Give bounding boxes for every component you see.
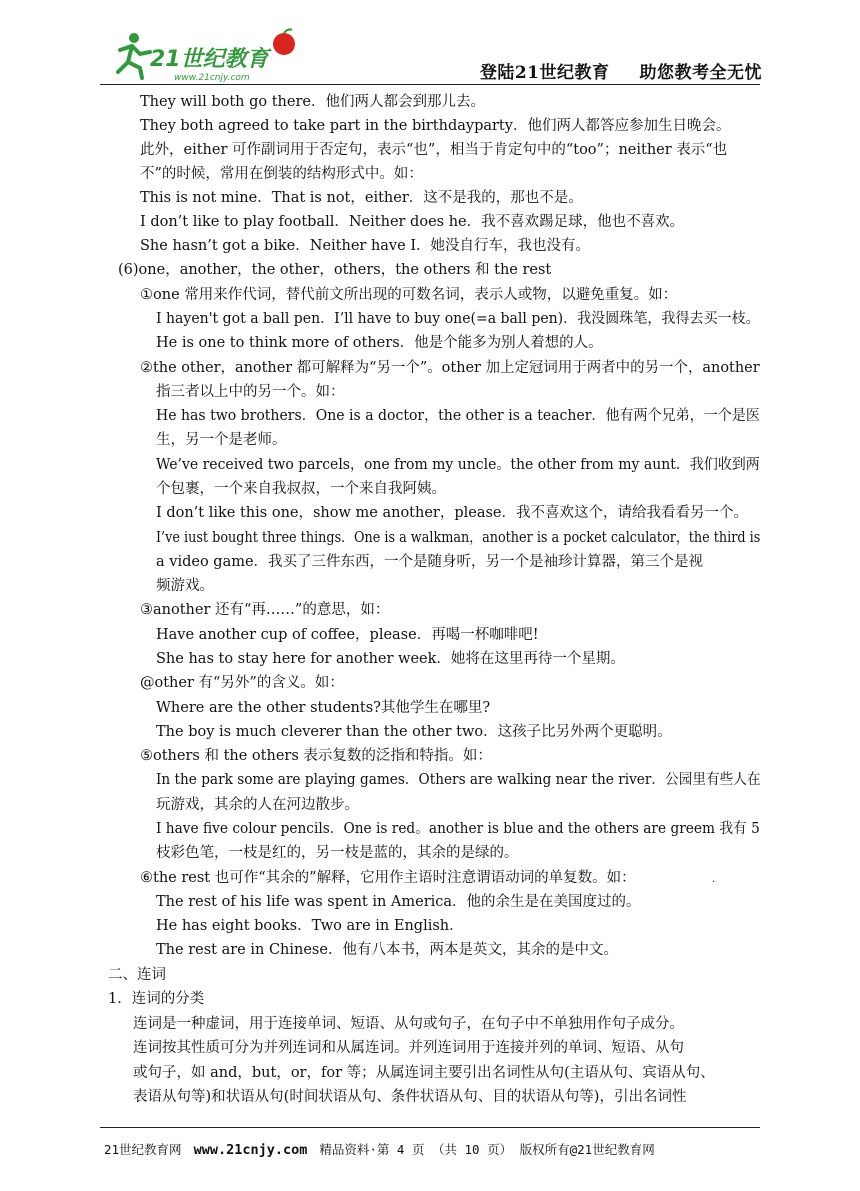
text-line: This is not mine．That is not，either．这不是我的，那也不是。 [140, 190, 583, 206]
page-header [0, 0, 860, 82]
section-heading: 二、连词 [108, 967, 166, 983]
text-line: The rest are in Chinese．他有八本书，两本是英文，其余的是中文。 [156, 942, 618, 958]
text-line: ⑥the rest 也可作“其余的”解释，它用作主语时注意谓语动词的单复数。如： [140, 870, 636, 886]
slogan-right: 助您教考全无忧 [639, 63, 762, 83]
text-line: I hayen't got a ball pen．I’ll have to buy one(=a ball pen)．我没圆珠笔，我得去买一枝。 [156, 311, 760, 327]
text-line: 连词是一种虚词，用于连接单词、短语、从句或句子，在句子中不单独用作句子成分。 [133, 1016, 684, 1032]
site-logo [112, 28, 312, 84]
text-line: 生，另一个是老师。 [156, 432, 287, 448]
text-line: 连词按其性质可分为并列连词和从属连词。并列连词用于连接并列的单词、短语、从句 [133, 1040, 684, 1056]
slogan-left: 登陆21世纪教育 [479, 63, 610, 83]
text-line: I’ve iust bought three things．One is a walkman，another is a pocket calculator，the third is [156, 530, 761, 546]
text-line: They will both go there．他们两人都会到那儿去。 [140, 94, 485, 110]
text-line: I have five colour pencils．One is red。another is blue and the others are greem 我有 5 [156, 821, 760, 837]
runner-icon [118, 33, 150, 78]
text-line: Where are the other students?其他学生在哪里? [156, 700, 491, 716]
text-line: The rest of his life was spent in America．他的余生是在美国度过的。 [156, 894, 641, 910]
text-line: I don’t like this one，show me another，please．我不喜欢这个，请给我看看另一个。 [156, 505, 749, 521]
footer-site-link[interactable]: www.21cnjy.com [193, 1142, 308, 1158]
text-line: She hasn’t got a bike．Neither have I．她没自行车，我也没有。 [140, 238, 591, 254]
footer-left: 21世纪教育网 [104, 1142, 182, 1157]
subsection-heading: 1．连词的分类 [108, 991, 205, 1007]
text-line: Have another cup of coffee，please．再喝一杯咖啡吧! [156, 627, 539, 643]
text-line: 表语从句等)和状语从句(时间状语从句、条件状语从句、目的状语从句等)，引出名词性 [133, 1089, 687, 1105]
text-line: They both agreed to take part in the birthdayparty．他们两人都答应参加生日晚会。 [140, 118, 731, 134]
header-slogan [480, 58, 762, 83]
text-line: @other 有“另外”的含义。如： [140, 675, 344, 691]
text-line: ②the other，another 都可解释为“另一个”。other 加上定冠词用于两者中的另一个，another [140, 360, 760, 376]
text-line: 指三者以上中的另一个。如： [156, 384, 345, 400]
footer-right: 精品资料·第 4 页 （共 10 页） 版权所有@21世纪教育网 [319, 1142, 655, 1157]
text-line: 频游戏。 [156, 578, 214, 594]
text-line: 不”的时候，常用在倒装的结构形式中。如： [140, 166, 423, 182]
section-heading: (6)one，another，the other，others，the others 和 the rest [118, 262, 552, 278]
text-line: a video game．我买了三件东西，一个是随身听，另一个是袖珍计算器，第三个是视 [156, 554, 704, 570]
text-line: We’ve received two parcels，one from my uncle。the other from my aunt．我们收到两 [156, 457, 760, 473]
logo-url: www.21cnjy.com [174, 73, 250, 83]
apple-icon [273, 29, 295, 55]
text-line: 或句子，如 and，but，or，for 等；从属连词主要引出名词性从句(主语从句、宾语从句、 [133, 1065, 715, 1081]
header-divider [100, 84, 760, 85]
text-line: 玩游戏，其余的人在河边散步。 [156, 797, 359, 813]
text-line: She has to stay here for another week．她将在这里再待一个星期。 [156, 651, 625, 667]
text-line: 枝彩色笔，一枝是红的，另一枝是蓝的，其余的是绿的。 [156, 845, 519, 861]
text-line: 个包裹，一个来自我叔叔，一个来自我阿姨。 [156, 481, 446, 497]
text-line: ⑤others 和 the others 表示复数的泛指和特指。如： [140, 748, 492, 764]
text-line: In the park some are playing games．Others are walking near the river．公园里有些人在 [156, 772, 761, 788]
logo-text: 21世纪教育 [150, 47, 269, 72]
text-line: He is one to think more of others．他是个能多为别人着想的人。 [156, 335, 603, 351]
text-line: He has eight books．Two are in English． [156, 918, 464, 934]
text-line: ①one 常用来作代词，替代前文所出现的可数名词，表示人或物，以避免重复。如： [140, 287, 678, 303]
text-line: He has two brothers．One is a doctor，the other is a teacher．他有两个兄弟，一个是医 [156, 408, 760, 424]
text-line: ③another 还有“再……”的意思，如： [140, 602, 390, 618]
footer-divider [100, 1127, 760, 1128]
text-line: The boy is much cleverer than the other two．这孩子比另外两个更聪明。 [156, 724, 672, 740]
page-footer [104, 1140, 655, 1158]
text-line: 此外，either 可作副词用于否定句，表示“也”，相当于肯定句中的“too”；neither 表示“也 [140, 142, 728, 158]
stray-dot: . [712, 874, 716, 885]
text-line: I don’t like to play football．Neither does he．我不喜欢踢足球，他也不喜欢。 [140, 214, 685, 230]
